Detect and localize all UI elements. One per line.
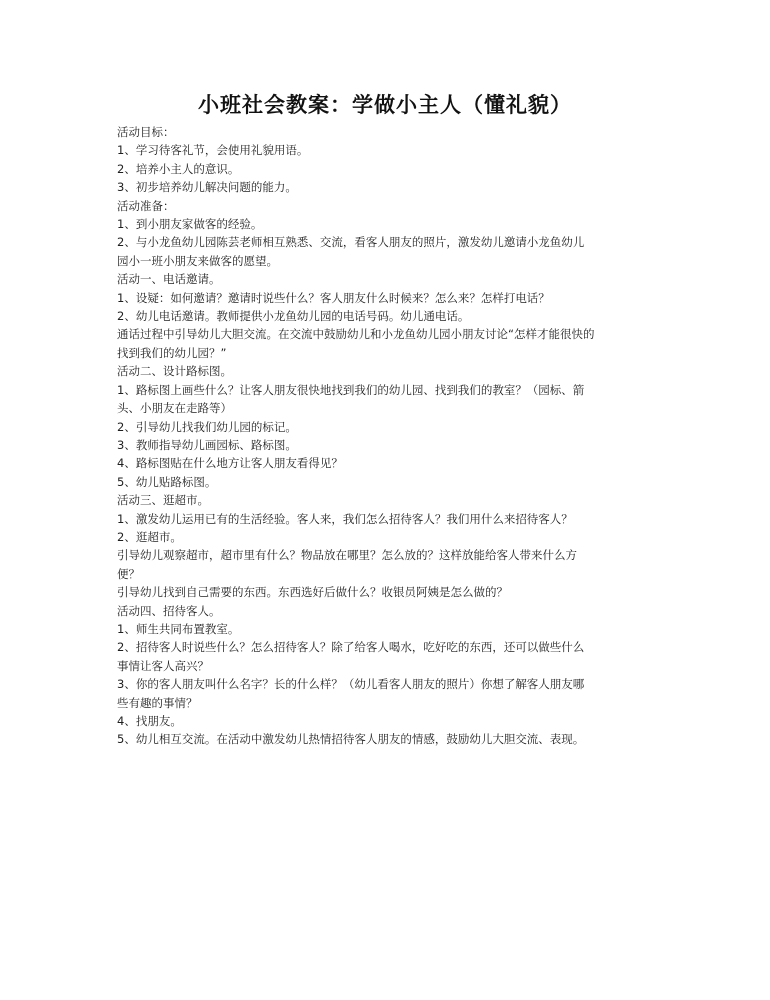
document-line: 园小一班小朋友来做客的愿望。 — [117, 253, 278, 268]
document-line: 3、教师指导幼儿画园标、路标图。 — [117, 437, 297, 452]
document-line: 事情让客人高兴？ — [117, 658, 209, 673]
document-line: 2、幼儿电话邀请。教师提供小龙鱼幼儿园的电话号码。幼儿通电话。 — [117, 309, 470, 324]
document-line: 些有趣的事情？ — [117, 695, 198, 710]
document-line: 找到我们的幼儿园？” — [117, 345, 227, 360]
document-body — [117, 123, 662, 749]
document-line: 引导幼儿观察超市，超市里有什么？物品放在哪里？怎么放的？这样放能给客人带来什么方 — [117, 548, 577, 563]
document-line: 头、小朋友在走路等） — [117, 401, 232, 416]
document-line: 通话过程中引导幼儿大胆交流。在交流中鼓励幼儿和小龙鱼幼儿园小朋友讨论“怎样才能很快的 — [117, 327, 595, 342]
document-line: 5、幼儿相互交流。在活动中激发幼儿热情招待客人朋友的情感，鼓励幼儿大胆交流、表现。 — [117, 732, 585, 747]
document-line: 1、设疑：如何邀请？邀请时说些什么？客人朋友什么时候来？怎么来？怎样打电话？ — [117, 290, 550, 305]
document-line: 1、师生共同布置教室。 — [117, 621, 240, 636]
document-line: 活动二、设计路标图。 — [117, 364, 232, 379]
document-line: 2、逛超市。 — [117, 529, 182, 544]
document-line: 2、招待客人时说些什么？怎么招待客人？除了给客人喝水，吃好吃的东西，还可以做些什么 — [117, 640, 585, 655]
document-line: 1、激发幼儿运用已有的生活经验。客人来，我们怎么招待客人？我们用什么来招待客人？ — [117, 511, 573, 526]
document-line: 活动三、逛超市。 — [117, 493, 209, 508]
document-line: 1、到小朋友家做客的经验。 — [117, 217, 263, 232]
document-line: 2、引导幼儿找我们幼儿园的标记。 — [117, 419, 297, 434]
document-line: 1、学习待客礼节，会使用礼貌用语。 — [117, 143, 309, 158]
document-line: 活动准备： — [117, 198, 175, 213]
document-line: 4、路标图贴在什么地方让客人朋友看得见？ — [117, 456, 343, 471]
document-line: 引导幼儿找到自己需要的东西。东西选好后做什么？收银员阿姨是怎么做的？ — [117, 585, 508, 600]
document-line: 2、培养小主人的意识。 — [117, 161, 240, 176]
document-line: 活动四、招待客人。 — [117, 603, 221, 618]
document-line: 5、幼儿贴路标图。 — [117, 474, 217, 489]
document-line: 活动一、电话邀请。 — [117, 272, 221, 287]
document-line: 3、初步培养幼儿解决问题的能力。 — [117, 180, 297, 195]
document-line: 4、找朋友。 — [117, 714, 182, 728]
document-line: 便？ — [117, 566, 140, 581]
document-line: 活动目标： — [117, 125, 175, 139]
document-title: 小班社会教案：学做小主人（懂礼貌） — [198, 92, 572, 117]
document-line: 2、与小龙鱼幼儿园陈芸老师相互熟悉、交流，看客人朋友的照片，激发幼儿邀请小龙鱼幼儿 — [117, 235, 585, 250]
document-line: 1、路标图上画些什么？让客人朋友很快地找到我们的幼儿园、找到我们的教室？（园标、箭 — [117, 382, 585, 397]
document-line: 3、你的客人朋友叫什么名字？长的什么样？（幼儿看客人朋友的照片）你想了解客人朋友哪 — [117, 677, 585, 692]
